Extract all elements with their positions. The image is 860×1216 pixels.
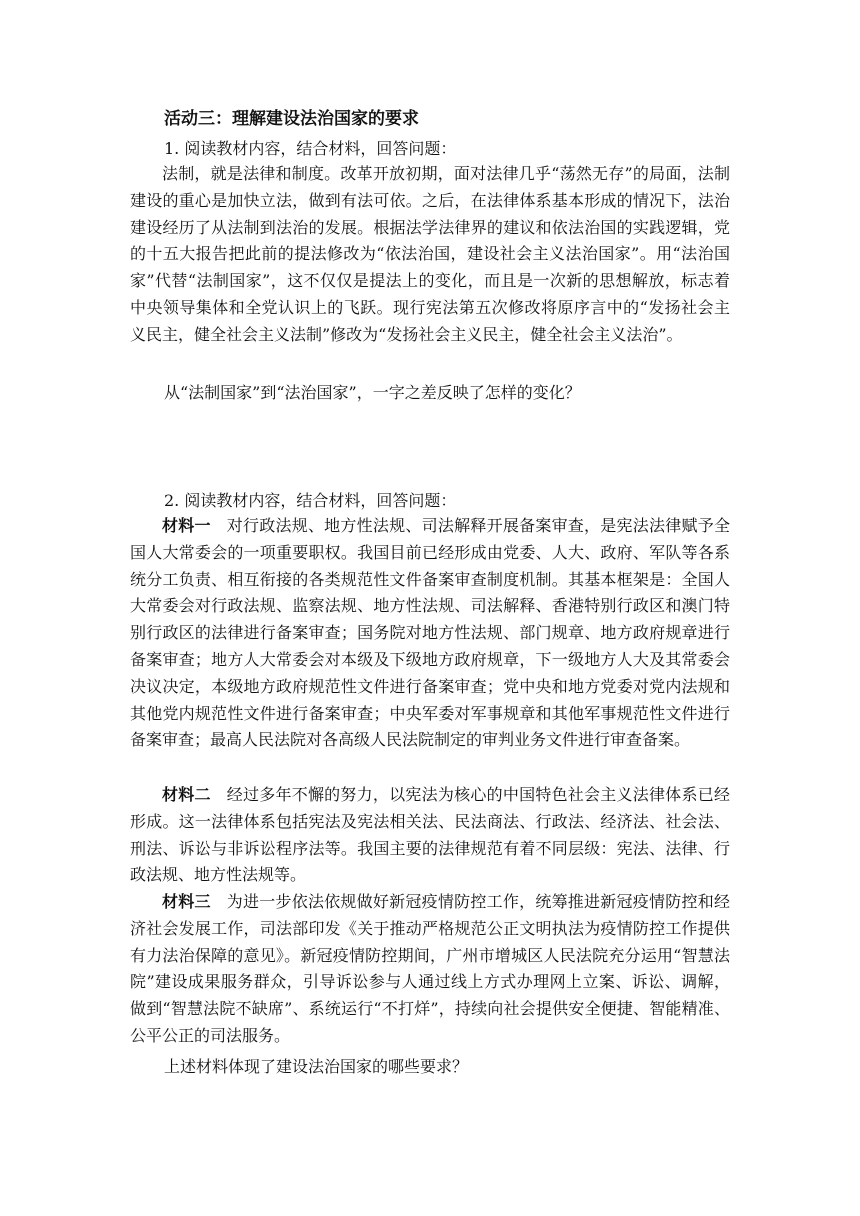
material-3-text: 为进一步依法依规做好新冠疫情防控工作，统筹推进新冠疫情防控和经济社会发展工作，司法部印发《关于推动严格规范公正文明执法为疫情防控工作提供有力法治保障的意见》。新冠疫情防控期间，广州市增城区人民法院充分运用“智慧法院”建设成果服务群众，引导诉讼参与人通过线上方式办理网上立案、诉讼、调解，做到“智慧法院不缺席”、系统运行“不打烊”，持续向社会提供安全便捷、智能精准、公平公正的司法服务。 (130, 892, 730, 1045)
material-2-text: 经过多年不懈的努力，以宪法为核心的中国特色社会主义法律体系已经形成。这一法律体系包括宪法及宪法相关法、民法商法、行政法、经济法、社会法、刑法、诉讼与非诉讼程序法等。我国主要的法律规范有着不同层级：宪法、法律、行政法规、地方性法规等。 (130, 785, 730, 885)
question-1-prompt: 从“法制国家”到“法治国家”，一字之差反映了怎样的变化？ (164, 383, 581, 402)
material-2-label: 材料二 (162, 785, 211, 804)
material-3 (130, 889, 730, 1050)
material-1-text: 对行政法规、地方性法规、司法解释开展备案审查，是宪法法律赋予全国人大常委会的一项重要职权。我国目前已经形成由党委、人大、政府、军队等各系统分工负责、相互衔接的各类规范性文件备案审查制度机制。其基本框架是：全国人大常委会对行政法规、监察法规、地方性法规、司法解释、香港特别行政区和澳门特别行政区的法律进行备案审查；国务院对地方性法规、部门规章、地方政府规章进行备案审查；地方人大常委会对本级及下级地方政府规章，下一级地方人大及其常委会决议决定，本级地方政府规范性文件进行备案审查；党中央和地方党委对党内法规和其他党内规范性文件进行备案审查；中央军委对军事规章和其他军事规范性文件进行备案审查；最高人民法院对各高级人民法院制定的审判业务文件进行审查备案。 (130, 516, 730, 750)
material-1-label: 材料一 (162, 516, 211, 535)
material-1 (130, 513, 730, 754)
material-3-label: 材料三 (162, 892, 211, 911)
activity-heading: 活动三：理解建设法治国家的要求 (164, 109, 419, 129)
question-2: 2. 阅读教材内容，结合材料，回答问题： (164, 491, 457, 510)
material-2 (130, 782, 730, 889)
question-1: 1. 阅读教材内容，结合材料，回答问题： (164, 139, 457, 158)
question-2-prompt: 上述材料体现了建设法治国家的哪些要求？ (164, 1057, 469, 1076)
passage-1: 法制，就是法律和制度。改革开放初期，面对法律几乎“荡然无存”的局面，法制建设的重心是加快立法，做到有法可依。之后，在法律体系基本形成的情况下，法治建设经历了从法制到法治的发展。根据法学法律界的建议和依法治国的实践逻辑，党的十五大报告把此前的提法修改为“依法治国，建设社会主义法治国家”。用“法治国家”代替“法制国家”，这不仅仅是提法上的变化，而且是一次新的思想解放，标志着中央领导集体和全党认识上的飞跃。现行宪法第五次修改将原序言中的“发扬社会主义民主，健全社会主义法制”修改为“发扬社会主义民主，健全社会主义法治”。 (130, 164, 730, 344)
